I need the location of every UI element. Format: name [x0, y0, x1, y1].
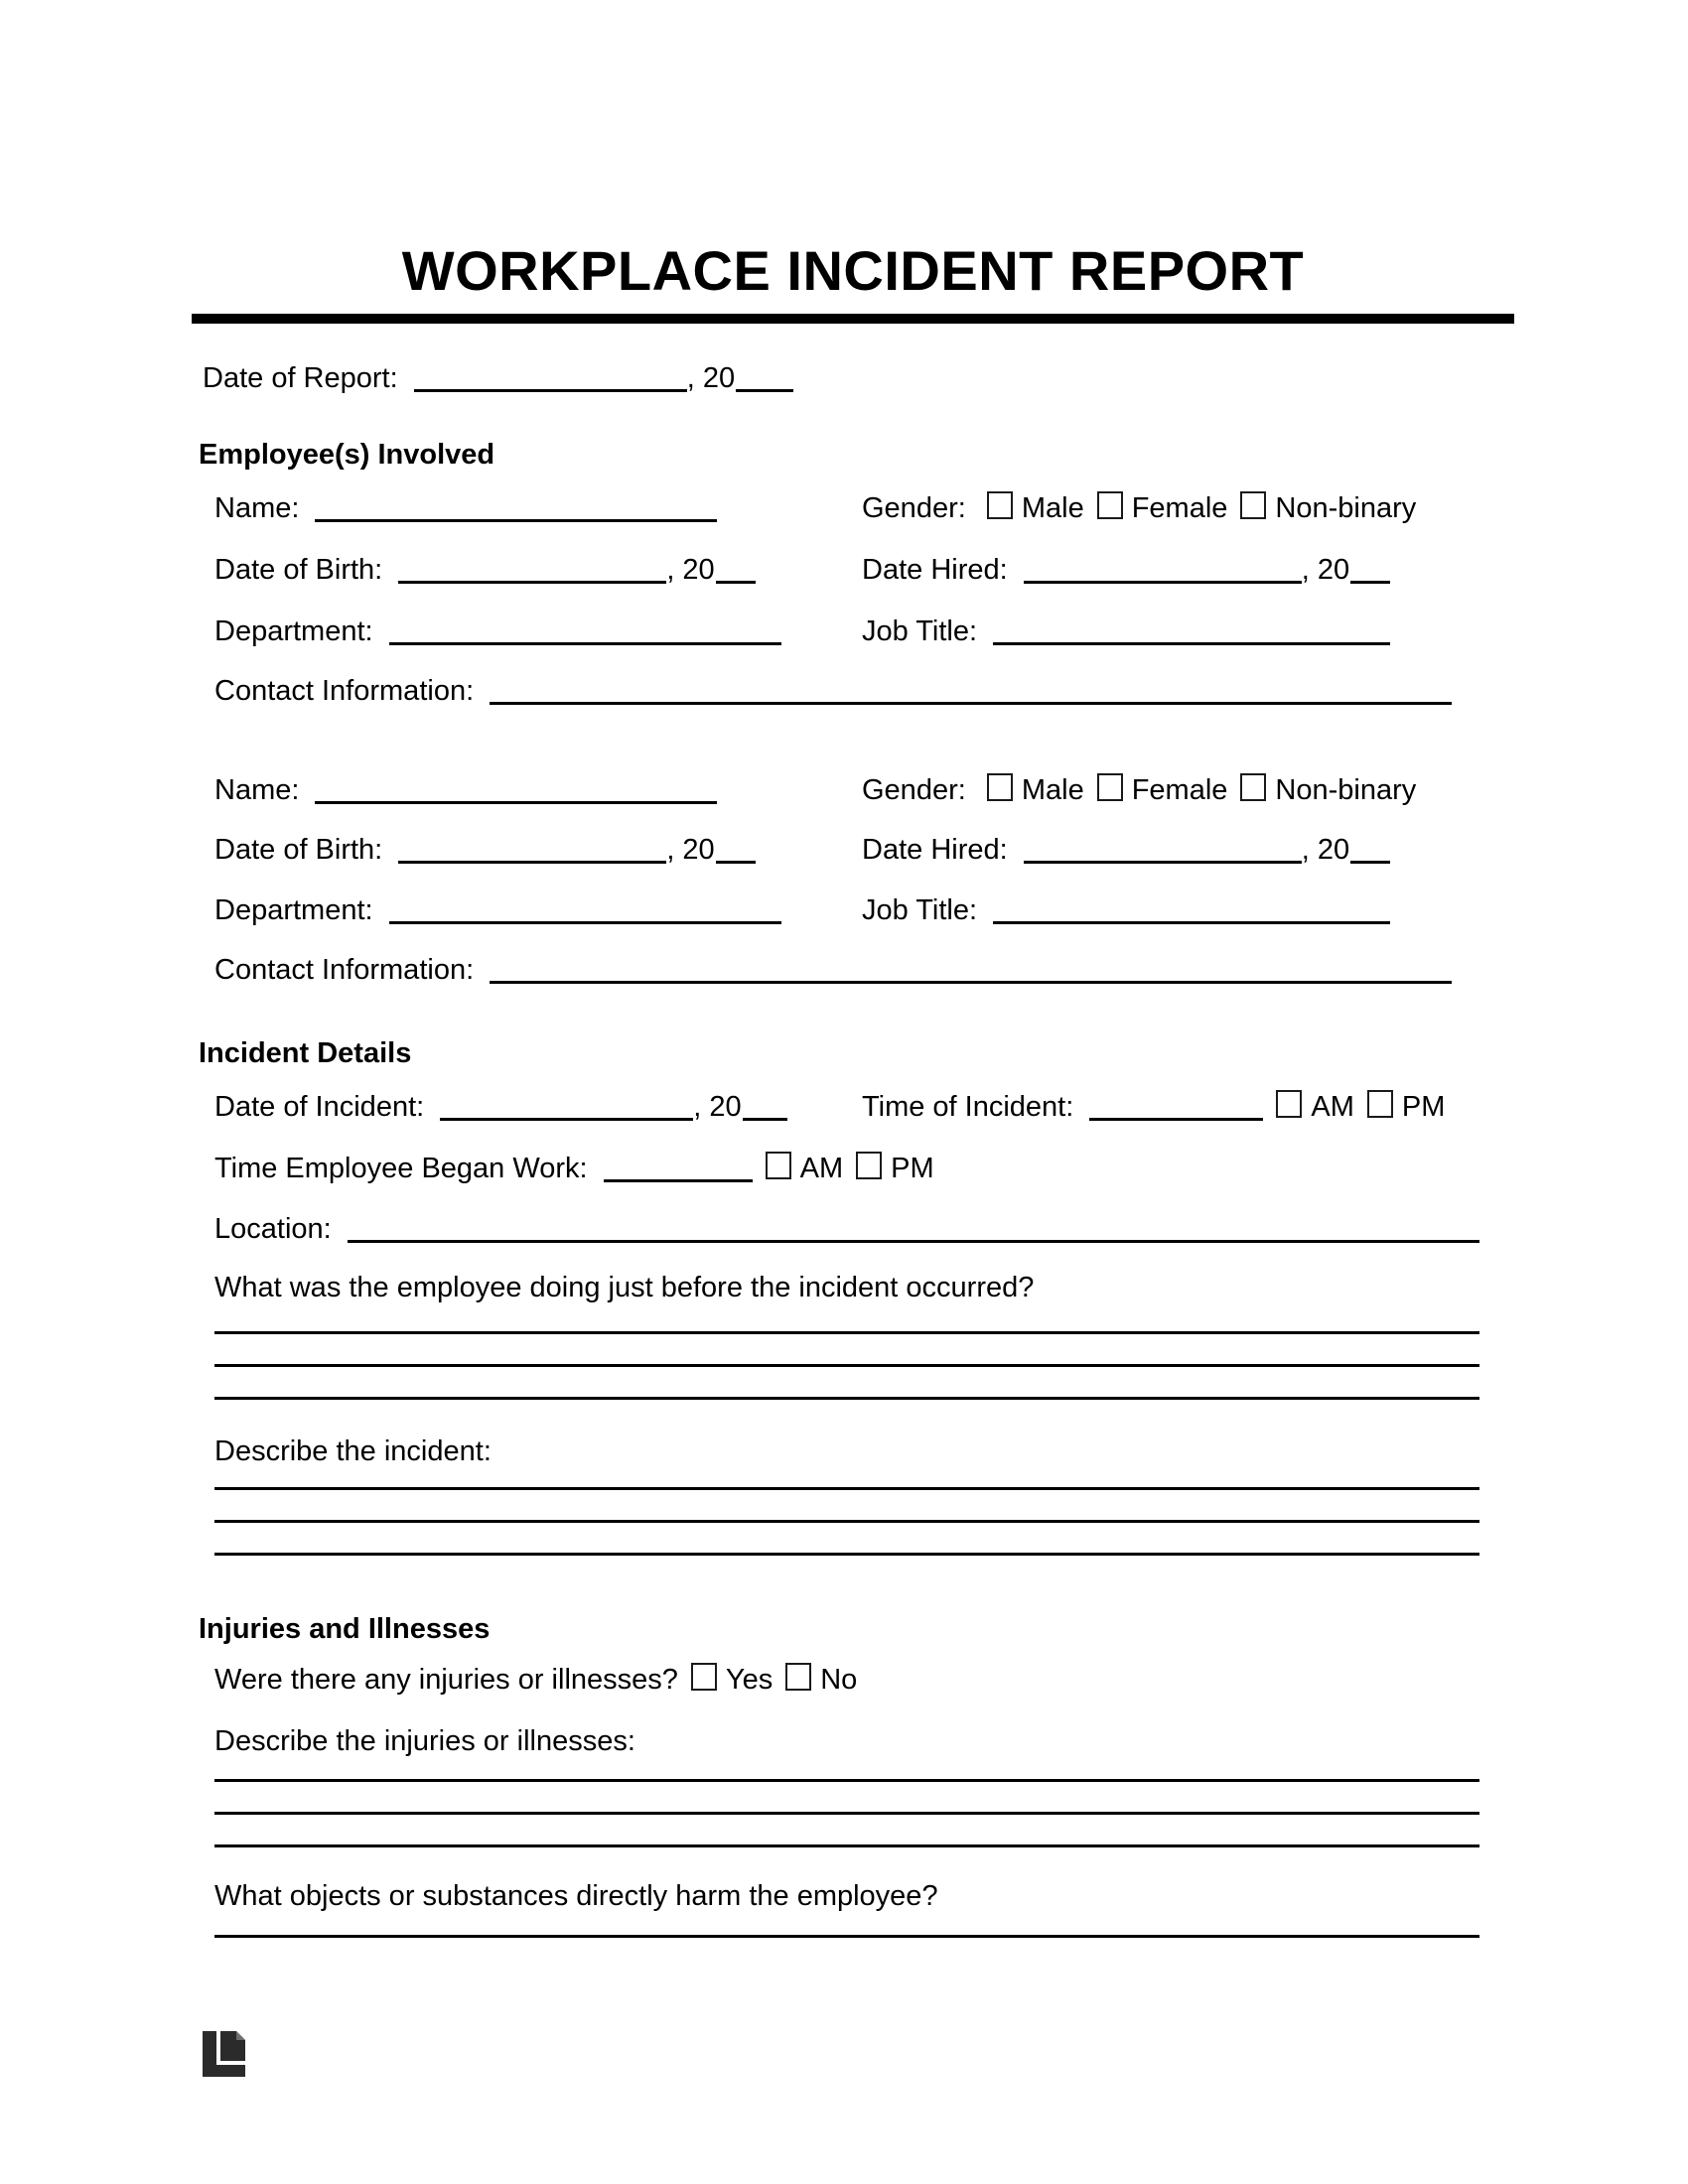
time-began-am-checkbox[interactable] — [766, 1152, 791, 1179]
emp2-department-input[interactable] — [389, 921, 781, 924]
injuries-yes-no-row — [214, 1661, 1688, 1697]
name-cell — [214, 491, 862, 525]
name-label: Name: — [214, 492, 308, 524]
question-objects-substances-label: What objects or substances directly harm the employee? — [214, 1880, 938, 1912]
time-began-label: Time Employee Began Work: — [214, 1153, 596, 1184]
question-before-incident-label: What was the employee doing just before the incident occurred? — [214, 1272, 1035, 1303]
date-of-report-label: Date of Report: — [203, 362, 406, 394]
contact-row — [214, 953, 1452, 987]
gender-cell — [862, 771, 1688, 807]
logo-page-fold — [236, 2031, 245, 2040]
time-began-input[interactable] — [604, 1179, 753, 1182]
emp1-gender-female-checkbox[interactable] — [1097, 491, 1123, 519]
dob-label: Date of Birth: — [214, 834, 391, 866]
name-cell — [214, 773, 862, 807]
department-cell — [214, 614, 862, 648]
emp1-department-input[interactable] — [389, 642, 781, 645]
title-divider — [192, 314, 1514, 324]
department-label: Department: — [214, 615, 381, 647]
injuries-no-checkbox[interactable] — [785, 1663, 811, 1691]
injuries-question-label: Were there any injuries or illnesses? — [214, 1664, 678, 1696]
time-began-row — [214, 1150, 1688, 1185]
gender-option-female-label: Female — [1131, 492, 1228, 524]
birth-hired-row — [214, 833, 1688, 867]
gender-option-male-label: Male — [1021, 492, 1084, 524]
date-hired-cell — [862, 833, 1688, 867]
gender-label: Gender: — [862, 492, 974, 524]
name-row — [214, 771, 1688, 807]
emp2-date-hired-input[interactable] — [1024, 861, 1302, 864]
gender-cell — [862, 489, 1688, 525]
emp1-dob-year-input[interactable] — [716, 581, 756, 584]
incident-date-label: Date of Incident: — [214, 1091, 433, 1123]
gender-option-nonbinary-label: Non-binary — [1275, 774, 1417, 806]
no-label: No — [820, 1664, 858, 1696]
yes-label: Yes — [725, 1664, 774, 1696]
year-prefix: , 20 — [686, 362, 736, 394]
date-hired-label: Date Hired: — [862, 834, 1016, 866]
emp2-job-title-input[interactable] — [993, 921, 1390, 924]
employees-section-heading: Employee(s) Involved — [199, 439, 495, 471]
emp2-gender-nonbinary-checkbox[interactable] — [1240, 773, 1266, 801]
job-title-label: Job Title: — [862, 894, 986, 926]
emp1-dob-input[interactable] — [398, 581, 666, 584]
job-title-label: Job Title: — [862, 615, 986, 647]
injuries-section-heading: Injuries and Illnesses — [199, 1613, 491, 1645]
job-title-cell — [862, 614, 1688, 648]
emp1-date-hired-input[interactable] — [1024, 581, 1302, 584]
injuries-yes-checkbox[interactable] — [691, 1663, 717, 1691]
emp2-date-hired-year-input[interactable] — [1350, 861, 1390, 864]
question-before-incident — [214, 1271, 1688, 1304]
emp2-gender-male-checkbox[interactable] — [987, 773, 1013, 801]
name-row — [214, 489, 1688, 525]
employee-block-2 — [0, 771, 1688, 987]
incident-date-time-row — [214, 1088, 1688, 1124]
dob-label: Date of Birth: — [214, 554, 391, 586]
injuries-section — [0, 1661, 1688, 1938]
gender-option-nonbinary-label: Non-binary — [1275, 492, 1417, 524]
logo-page-shape — [220, 2031, 245, 2061]
year-prefix: , 20 — [1301, 554, 1350, 586]
incident-details-section — [0, 1088, 1688, 1556]
answer-line[interactable] — [214, 1815, 1479, 1847]
contact-label: Contact Information: — [214, 675, 483, 707]
question-describe-incident-label: Describe the incident: — [214, 1435, 492, 1467]
incident-time-input[interactable] — [1089, 1118, 1263, 1121]
emp2-contact-input[interactable] — [490, 981, 1452, 984]
job-title-cell — [862, 893, 1688, 927]
answer-line[interactable] — [214, 1523, 1479, 1556]
department-label: Department: — [214, 894, 381, 926]
location-input[interactable] — [348, 1240, 1479, 1243]
incident-time-label: Time of Incident: — [862, 1091, 1082, 1123]
incident-time-cell — [862, 1088, 1688, 1124]
emp2-name-input[interactable] — [315, 801, 717, 804]
pm-label: PM — [891, 1153, 934, 1184]
dob-cell — [214, 553, 862, 587]
answer-line[interactable] — [214, 1367, 1479, 1400]
emp2-dob-year-input[interactable] — [716, 861, 756, 864]
contact-row — [214, 674, 1452, 708]
answer-line[interactable] — [214, 1301, 1479, 1334]
dob-cell — [214, 833, 862, 867]
incident-date-input[interactable] — [440, 1118, 693, 1121]
time-began-pm-checkbox[interactable] — [856, 1152, 882, 1179]
emp1-contact-input[interactable] — [490, 702, 1452, 705]
location-row — [214, 1212, 1479, 1246]
answer-line[interactable] — [214, 1334, 1479, 1367]
department-jobtitle-row — [214, 893, 1688, 927]
year-prefix: , 20 — [666, 834, 715, 866]
location-label: Location: — [214, 1213, 340, 1245]
gender-option-male-label: Male — [1021, 774, 1084, 806]
emp1-gender-nonbinary-checkbox[interactable] — [1240, 491, 1266, 519]
incident-date-cell — [214, 1090, 862, 1124]
date-hired-cell — [862, 553, 1688, 587]
date-of-report-input[interactable] — [414, 389, 687, 392]
birth-hired-row — [214, 553, 1688, 587]
year-prefix: , 20 — [693, 1091, 742, 1123]
year-prefix: , 20 — [1301, 834, 1350, 866]
emp1-name-input[interactable] — [315, 519, 717, 522]
emp2-gender-female-checkbox[interactable] — [1097, 773, 1123, 801]
emp1-job-title-input[interactable] — [993, 642, 1390, 645]
pm-label: PM — [1401, 1091, 1446, 1123]
am-label: AM — [1311, 1091, 1354, 1123]
date-hired-label: Date Hired: — [862, 554, 1016, 586]
incident-date-year-input[interactable] — [743, 1118, 787, 1121]
incident-time-am-checkbox[interactable] — [1276, 1090, 1302, 1118]
emp2-dob-input[interactable] — [398, 861, 666, 864]
incident-time-pm-checkbox[interactable] — [1367, 1090, 1393, 1118]
department-cell — [214, 893, 862, 927]
gender-label: Gender: — [862, 774, 974, 806]
employee-block-1 — [0, 489, 1688, 708]
emp1-date-hired-year-input[interactable] — [1350, 581, 1390, 584]
question-describe-injuries-label: Describe the injuries or illnesses: — [214, 1725, 635, 1757]
incident-section-heading: Incident Details — [199, 1037, 412, 1069]
answer-line[interactable] — [214, 1782, 1479, 1815]
legal-templates-logo-icon — [203, 2031, 246, 2077]
page-title: WORKPLACE INCIDENT REPORT — [401, 239, 1305, 302]
name-label: Name: — [214, 774, 308, 806]
answer-line[interactable] — [214, 1490, 1479, 1523]
contact-label: Contact Information: — [214, 954, 483, 986]
gender-option-female-label: Female — [1131, 774, 1228, 806]
date-of-report-row — [203, 361, 1688, 395]
department-jobtitle-row — [214, 614, 1688, 648]
emp1-gender-male-checkbox[interactable] — [987, 491, 1013, 519]
year-prefix: , 20 — [666, 554, 715, 586]
date-of-report-year-input[interactable] — [736, 389, 793, 392]
am-label: AM — [799, 1153, 844, 1184]
